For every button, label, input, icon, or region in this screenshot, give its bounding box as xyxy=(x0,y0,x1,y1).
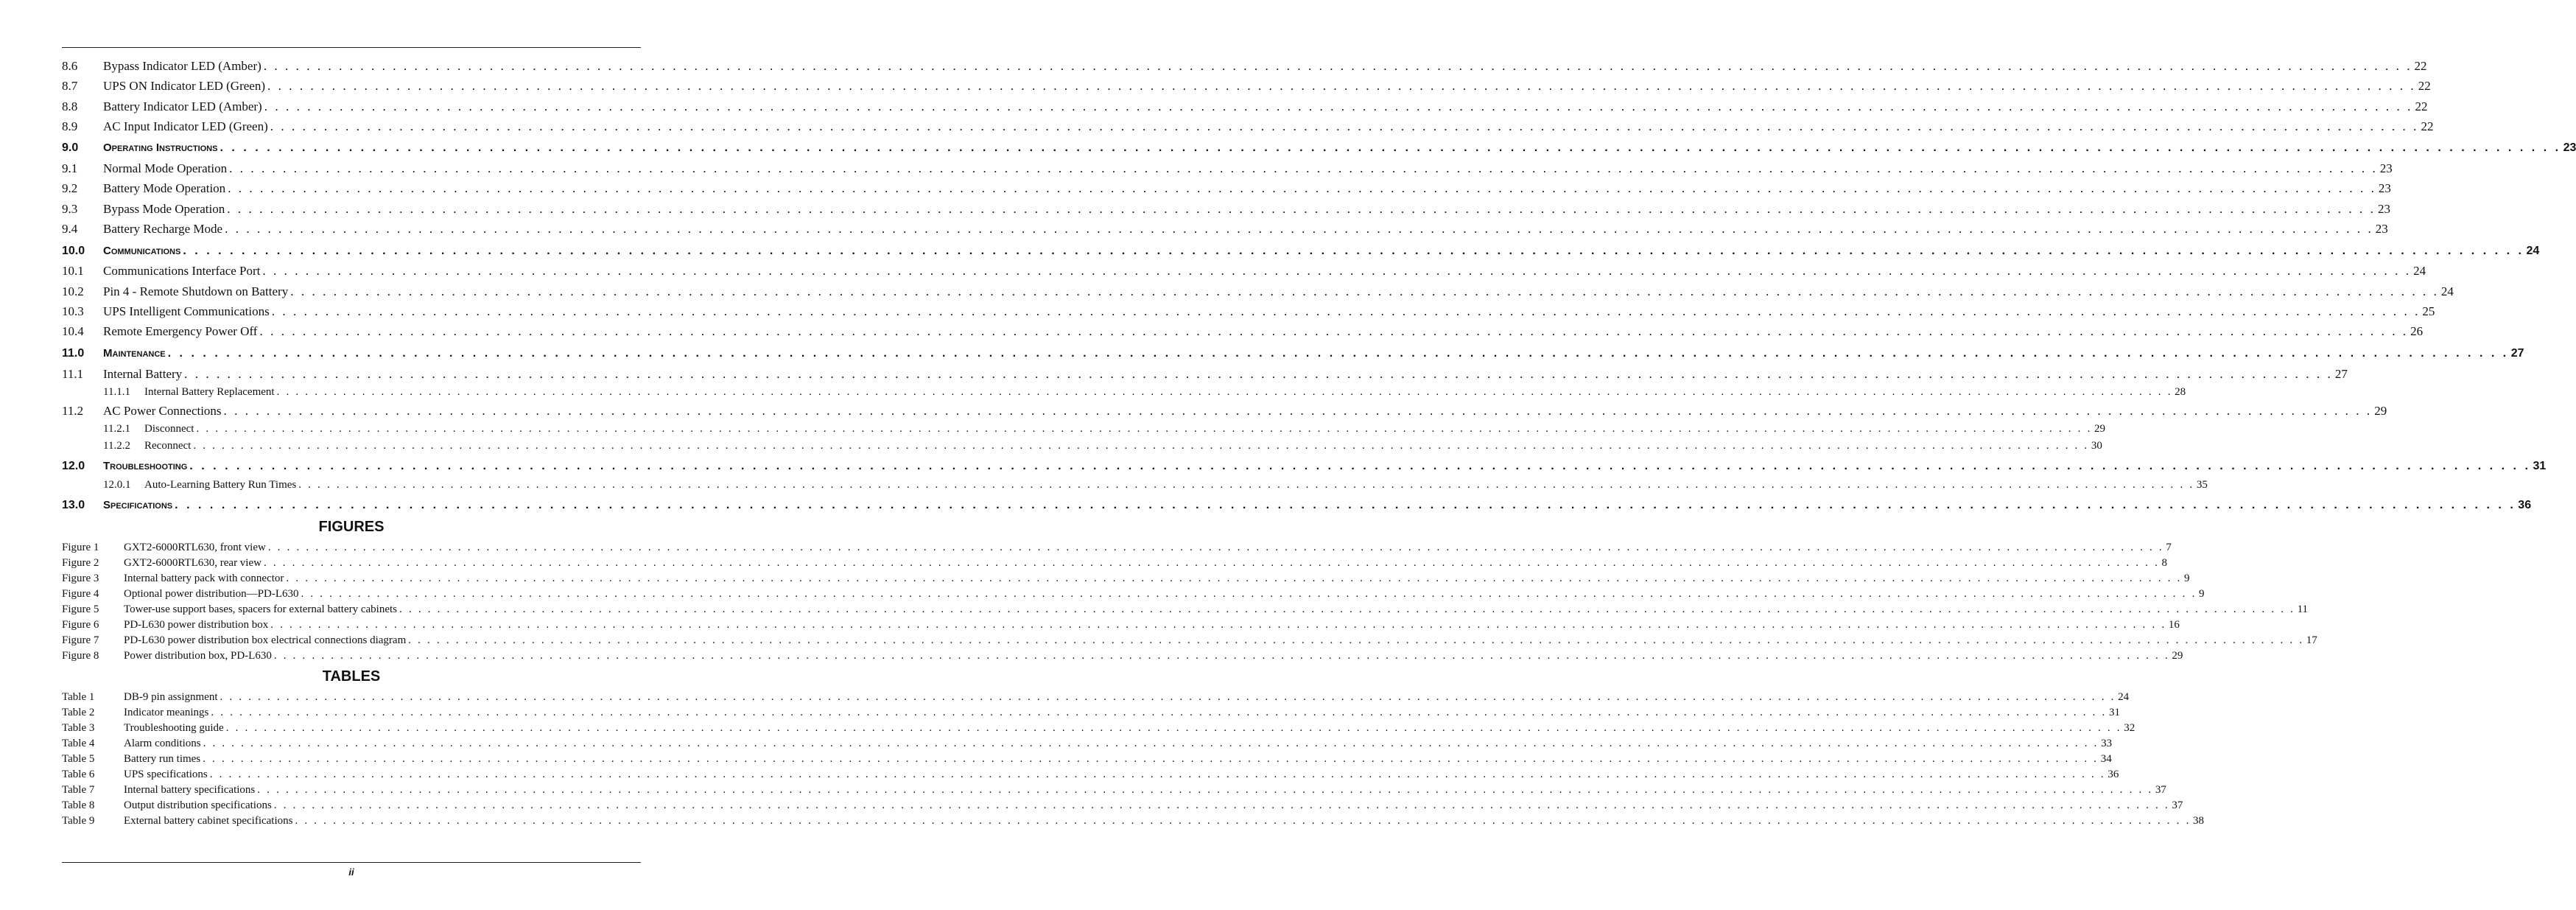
dot-leader: . . . . . . . . . . . . . . . . . . . . . . . . . . . . . . . . . . . . . . . . . . . . . . . . . . . . . . . . . . . . . . . . . . . . . . . . . . . . . . . . . . . . . . . . . . . . . . . . . . . . . . . . . . . . . . . . . . . . . . . . . . . . . . . . . . . . . . . . . . . . . . . . . . . . . . . . . . . . . . . . . . . . . . . . . . . . . . . . . . . . . . . . . . . . . . . . . . . . . . . . xyxy=(225,722,2122,734)
toc-entry[interactable] xyxy=(62,59,2427,74)
figure-entry-page: 8 xyxy=(2161,557,2168,569)
figure-entry-page: 9 xyxy=(2183,573,2190,584)
figure-entry-page: 29 xyxy=(2172,650,2183,662)
toc-entry-page: 22 xyxy=(2414,59,2427,73)
toc-entry-number: 10.4 xyxy=(62,324,84,338)
table-entry-page: 34 xyxy=(2100,753,2112,765)
toc-entry-page: 36 xyxy=(2518,499,2532,511)
toc-entry-title: Reconnect xyxy=(144,440,192,452)
toc-entry[interactable] xyxy=(62,440,2102,452)
toc-entry-title: Specifications xyxy=(103,499,173,511)
toc-entry-title: Normal Mode Operation xyxy=(103,161,228,175)
toc-entry-page: 23 xyxy=(2375,222,2388,236)
dot-leader: . . . . . . . . . . . . . . . . . . . . . . . . . . . . . . . . . . . . . . . . . . . . . . . . . . . . . . . . . . . . . . . . . . . . . . . . . . . . . . . . . . . . . . . . . . . . . . . . . . . . . . . . . . . . . . . . . . . . . . . . . . . . . . . . . . . . . . . . . . . . . . . . . . . . . . . . . . . . . . . . . . . . . . . . . . . . . . . . . . . . . . . . . . . . . . . . . . . . . . . . xyxy=(189,460,2531,472)
footer-rule xyxy=(62,862,641,863)
dot-leader: . . . . . . . . . . . . . . . . . . . . . . . . . . . . . . . . . . . . . . . . . . . . . . . . . . . . . . . . . . . . . . . . . . . . . . . . . . . . . . . . . . . . . . . . . . . . . . . . . . . . . . . . . . . . . . . . . . . . . . . . . . . . . . . . . . . . . . . . . . . . . . . . . . . . . . . . . . . . . . . . . . . . . . . . . . . . . . . . . . . . . . . . . . . . . . . . . . . . . . . . xyxy=(183,245,2524,257)
table-entry[interactable] xyxy=(62,753,2112,766)
toc-entry-number: 11.2.2 xyxy=(103,440,130,452)
figure-entry-page: 9 xyxy=(2199,588,2205,600)
toc-entry-number: 9.3 xyxy=(62,202,78,216)
toc-entry-title: UPS Intelligent Communications xyxy=(103,304,270,318)
figure-entry-number: Figure 5 xyxy=(62,603,99,615)
toc-entry[interactable] xyxy=(62,202,2390,217)
toc-entry-page: 24 xyxy=(2526,245,2540,257)
table-entry-title: DB-9 pin assignment xyxy=(124,691,218,703)
toc-entry-page: 26 xyxy=(2410,324,2424,338)
toc-entry-page: 27 xyxy=(2510,347,2524,360)
toc-entry[interactable] xyxy=(62,423,2106,435)
dot-leader: . . . . . . . . . . . . . . . . . . . . . . . . . . . . . . . . . . . . . . . . . . . . . . . . . . . . . . . . . . . . . . . . . . . . . . . . . . . . . . . . . . . . . . . . . . . . . . . . . . . . . . . . . . . . . . . . . . . . . . . . . . . . . . . . . . . . . . . . . . . . . . . . . . . . . . . . . . . . . . . . . . . . . . . . . . . . . . . . . . . . . . . . . . . . . . . . . . . . . . . . xyxy=(220,141,2561,154)
table-entry-page: 38 xyxy=(2193,815,2205,827)
dot-leader: . . . . . . . . . . . . . . . . . . . . . . . . . . . . . . . . . . . . . . . . . . . . . . . . . . . . . . . . . . . . . . . . . . . . . . . . . . . . . . . . . . . . . . . . . . . . . . . . . . . . . . . . . . . . . . . . . . . . . . . . . . . . . . . . . . . . . . . . . . . . . . . . . . . . . . . . . . . . . . . . . . . . . . . . . . . . . . . . . . . . . . . . . . . . . . . . . . . . . . . . xyxy=(290,284,2439,298)
toc-entry-page: 29 xyxy=(2374,404,2387,418)
dot-leader: . . . . . . . . . . . . . . . . . . . . . . . . . . . . . . . . . . . . . . . . . . . . . . . . . . . . . . . . . . . . . . . . . . . . . . . . . . . . . . . . . . . . . . . . . . . . . . . . . . . . . . . . . . . . . . . . . . . . . . . . . . . . . . . . . . . . . . . . . . . . . . . . . . . . . . . . . . . . . . . . . . . . . . . . . . . . . . . . . . . . . . . . . . . . . . . . . . . . . . . . xyxy=(228,181,2376,195)
figure-entry-number: Figure 7 xyxy=(62,634,99,646)
toc-entry-number: 11.2.1 xyxy=(103,423,130,435)
toc-entry-title: Troubleshooting xyxy=(103,460,188,472)
table-entry-page: 33 xyxy=(2101,738,2113,749)
figure-entry[interactable] xyxy=(62,557,2168,570)
toc-entry[interactable] xyxy=(62,161,2393,176)
dot-leader: . . . . . . . . . . . . . . . . . . . . . . . . . . . . . . . . . . . . . . . . . . . . . . . . . . . . . . . . . . . . . . . . . . . . . . . . . . . . . . . . . . . . . . . . . . . . . . . . . . . . . . . . . . . . . . . . . . . . . . . . . . . . . . . . . . . . . . . . . . . . . . . . . . . . . . . . . . . . . . . . . . . . . . . . . . . . . . . . . . . . . . . . . . . . . . . . . . . . . . . . xyxy=(211,707,2107,718)
toc-entry-number: 11.0 xyxy=(62,347,85,360)
figure-entry-title: GXT2-6000RTL630, front view xyxy=(124,542,266,553)
dot-leader: . . . . . . . . . . . . . . . . . . . . . . . . . . . . . . . . . . . . . . . . . . . . . . . . . . . . . . . . . . . . . . . . . . . . . . . . . . . . . . . . . . . . . . . . . . . . . . . . . . . . . . . . . . . . . . . . . . . . . . . . . . . . . . . . . . . . . . . . . . . . . . . . . . . . . . . . . . . . . . . . . . . . . . . . . . . . . . . . . . . . . . . . . . . . . . . . . . . . . . . . xyxy=(184,367,2333,381)
toc-entry-page: 23 xyxy=(2378,181,2391,195)
toc-entry[interactable] xyxy=(62,119,2434,134)
figure-entry-title: GXT2-6000RTL630, rear view xyxy=(124,557,262,569)
toc-entry[interactable] xyxy=(62,304,2435,319)
dot-leader: . . . . . . . . . . . . . . . . . . . . . . . . . . . . . . . . . . . . . . . . . . . . . . . . . . . . . . . . . . . . . . . . . . . . . . . . . . . . . . . . . . . . . . . . . . . . . . . . . . . . . . . . . . . . . . . . . . . . . . . . . . . . . . . . . . . . . . . . . . . . . . . . . . . . . . . . . . . . . . . . . . . . . . . . . . . . . . . . . . . . . . . . . . . . . . . . . . . . . . . . xyxy=(264,99,2413,113)
table-entry-number: Table 3 xyxy=(62,722,95,734)
table-entry-number: Table 1 xyxy=(62,691,95,703)
figure-entry-page: 16 xyxy=(2168,619,2180,631)
table-entry-title: Internal battery specifications xyxy=(124,784,256,796)
toc-entry[interactable] xyxy=(62,460,2547,473)
table-entry-title: Output distribution specifications xyxy=(124,799,272,811)
toc-entry[interactable] xyxy=(62,181,2391,196)
toc-entry-page: 22 xyxy=(2418,79,2431,93)
toc-entry-number: 8.6 xyxy=(62,59,78,73)
table-entry-title: Indicator meanings xyxy=(124,707,209,718)
figure-entry-page: 7 xyxy=(2166,542,2172,553)
dot-leader: . . . . . . . . . . . . . . . . . . . . . . . . . . . . . . . . . . . . . . . . . . . . . . . . . . . . . . . . . . . . . . . . . . . . . . . . . . . . . . . . . . . . . . . . . . . . . . . . . . . . . . . . . . . . . . . . . . . . . . . . . . . . . . . . . . . . . . . . . . . . . . . . . . . . . . . . . . . . . . . . . . . . . . . . . . . . . . . . . . . . . . . . . . . . . . . . . . . . . . . . xyxy=(257,784,2153,796)
figure-entry-title: Power distribution box, PD-L630 xyxy=(124,650,272,662)
figure-entry-number: Figure 6 xyxy=(62,619,99,631)
toc-entry-number: 9.1 xyxy=(62,161,78,175)
table-entry[interactable] xyxy=(62,784,2166,797)
toc-entry-number: 11.2 xyxy=(62,404,84,418)
figure-entry-number: Figure 2 xyxy=(62,557,99,569)
figure-entry-number: Figure 3 xyxy=(62,573,99,584)
dot-leader: . . . . . . . . . . . . . . . . . . . . . . . . . . . . . . . . . . . . . . . . . . . . . . . . . . . . . . . . . . . . . . . . . . . . . . . . . . . . . . . . . . . . . . . . . . . . . . . . . . . . . . . . . . . . . . . . . . . . . . . . . . . . . . . . . . . . . . . . . . . . . . . . . . . . . . . . . . . . . . . . . . . . . . . . . . . . . . . . . . . . . . . . . . . . . . . . . . . . . . . . xyxy=(225,222,2373,236)
toc-entry-number: 10.3 xyxy=(62,304,84,318)
toc-entry-number: 11.1.1 xyxy=(103,386,130,398)
toc-entry-title: Disconnect xyxy=(144,423,194,435)
table-entry-page: 36 xyxy=(2108,769,2119,780)
figure-entry-number: Figure 1 xyxy=(62,542,99,553)
toc-entry-title: AC Power Connections xyxy=(103,404,222,418)
table-entry-page: 31 xyxy=(2108,707,2120,718)
figure-entry-number: Figure 8 xyxy=(62,650,99,662)
header-rule xyxy=(62,47,641,48)
table-entry-number: Table 8 xyxy=(62,799,95,811)
dot-leader: . . . . . . . . . . . . . . . . . . . . . . . . . . . . . . . . . . . . . . . . . . . . . . . . . . . . . . . . . . . . . . . . . . . . . . . . . . . . . . . . . . . . . . . . . . . . . . . . . . . . . . . . . . . . . . . . . . . . . . . . . . . . . . . . . . . . . . . . . . . . . . . . . . . . . . . . . . . . . . . . . . . . . . . . . . . . . . . . . . . . . . . . . . . . . . . . . . . . . . . . xyxy=(196,423,2093,435)
tables-heading: TABLES xyxy=(322,668,381,685)
figure-entry[interactable] xyxy=(62,619,2180,631)
toc-entry-page: 23 xyxy=(2377,202,2390,216)
toc-entry-page: 27 xyxy=(2334,367,2348,381)
dot-leader: . . . . . . . . . . . . . . . . . . . . . . . . . . . . . . . . . . . . . . . . . . . . . . . . . . . . . . . . . . . . . . . . . . . . . . . . . . . . . . . . . . . . . . . . . . . . . . . . . . . . . . . . . . . . . . . . . . . . . . . . . . . . . . . . . . . . . . . . . . . . . . . . . . . . . . . . . . . . . . . . . . . . . . . . . . . . . . . . . . . . . . . . . . . . . . . . . . . . . . . . xyxy=(263,59,2412,73)
toc-entry-number: 13.0 xyxy=(62,499,85,511)
dot-leader: . . . . . . . . . . . . . . . . . . . . . . . . . . . . . . . . . . . . . . . . . . . . . . . . . . . . . . . . . . . . . . . . . . . . . . . . . . . . . . . . . . . . . . . . . . . . . . . . . . . . . . . . . . . . . . . . . . . . . . . . . . . . . . . . . . . . . . . . . . . . . . . . . . . . . . . . . . . . . . . . . . . . . . . . . . . . . . . . . . . . . . . . . . . . . . . . . . . . . . . . xyxy=(175,499,2516,511)
toc-entry[interactable] xyxy=(62,324,2424,339)
table-entry-page: 37 xyxy=(2155,784,2166,796)
dot-leader: . . . . . . . . . . . . . . . . . . . . . . . . . . . . . . . . . . . . . . . . . . . . . . . . . . . . . . . . . . . . . . . . . . . . . . . . . . . . . . . . . . . . . . . . . . . . . . . . . . . . . . . . . . . . . . . . . . . . . . . . . . . . . . . . . . . . . . . . . . . . . . . . . . . . . . . . . . . . . . . . . . . . . . . . . . . . . . . . . . . . . . . . . . . . . . . . . . . . . . . . xyxy=(273,799,2170,811)
toc-entry-title: Bypass Mode Operation xyxy=(103,202,225,216)
table-entry[interactable] xyxy=(62,722,2135,735)
dot-leader: . . . . . . . . . . . . . . . . . . . . . . . . . . . . . . . . . . . . . . . . . . . . . . . . . . . . . . . . . . . . . . . . . . . . . . . . . . . . . . . . . . . . . . . . . . . . . . . . . . . . . . . . . . . . . . . . . . . . . . . . . . . . . . . . . . . . . . . . . . . . . . . . . . . . . . . . . . . . . . . . . . . . . . . . . . . . . . . . . . . . . . . . . . . . . . . . . . . . . . . . xyxy=(227,202,2376,216)
toc-entry-title: Battery Mode Operation xyxy=(103,181,226,195)
toc-entry-number: 9.2 xyxy=(62,181,78,195)
table-entry-title: External battery cabinet specifications xyxy=(124,815,293,827)
table-entry[interactable] xyxy=(62,799,2183,812)
page-number: ii xyxy=(348,867,354,878)
table-entry-number: Table 4 xyxy=(62,738,95,749)
table-entry-number: Table 7 xyxy=(62,784,95,796)
table-entry-title: Alarm conditions xyxy=(124,738,201,749)
toc-entry[interactable] xyxy=(62,222,2388,237)
figure-entry-title: PD-L630 power distribution box electrical connections diagram xyxy=(124,634,407,646)
dot-leader: . . . . . . . . . . . . . . . . . . . . . . . . . . . . . . . . . . . . . . . . . . . . . . . . . . . . . . . . . . . . . . . . . . . . . . . . . . . . . . . . . . . . . . . . . . . . . . . . . . . . . . . . . . . . . . . . . . . . . . . . . . . . . . . . . . . . . . . . . . . . . . . . . . . . . . . . . . . . . . . . . . . . . . . . . . . . . . . . . . . . . . . . . . . . . . . . . . . . . . . . xyxy=(276,386,2173,398)
figure-entry[interactable] xyxy=(62,603,2309,616)
toc-entry[interactable] xyxy=(62,245,2540,258)
dot-leader: . . . . . . . . . . . . . . . . . . . . . . . . . . . . . . . . . . . . . . . . . . . . . . . . . . . . . . . . . . . . . . . . . . . . . . . . . . . . . . . . . . . . . . . . . . . . . . . . . . . . . . . . . . . . . . . . . . . . . . . . . . . . . . . . . . . . . . . . . . . . . . . . . . . . . . . . . . . . . . . . . . . . . . . . . . . . . . . . . . . . . . . . . . . . . . . . . . . . . . . . xyxy=(408,634,2304,646)
toc-entry-page: 23 xyxy=(2379,161,2393,175)
dot-leader: . . . . . . . . . . . . . . . . . . . . . . . . . . . . . . . . . . . . . . . . . . . . . . . . . . . . . . . . . . . . . . . . . . . . . . . . . . . . . . . . . . . . . . . . . . . . . . . . . . . . . . . . . . . . . . . . . . . . . . . . . . . . . . . . . . . . . . . . . . . . . . . . . . . . . . . . . . . . . . . . . . . . . . . . . . . . . . . . . . . . . . . . . . . . . . . . . . . . . . . . xyxy=(259,324,2409,338)
toc-entry[interactable] xyxy=(62,79,2431,94)
table-entry-number: Table 6 xyxy=(62,769,95,780)
figure-entry[interactable] xyxy=(62,542,2172,554)
figure-entry[interactable] xyxy=(62,650,2183,662)
toc-entry-title: Bypass Indicator LED (Amber) xyxy=(103,59,262,73)
toc-entry-page: 31 xyxy=(2533,460,2547,472)
toc-entry-page: 28 xyxy=(2175,386,2186,398)
toc-entry[interactable] xyxy=(62,141,2576,155)
toc-entry[interactable] xyxy=(62,347,2524,360)
toc-entry-page: 23 xyxy=(2563,141,2576,154)
table-entry-number: Table 5 xyxy=(62,753,95,765)
table-entry[interactable] xyxy=(62,815,2205,827)
toc-entry-title: Communications Interface Port xyxy=(103,264,261,278)
dot-leader: . . . . . . . . . . . . . . . . . . . . . . . . . . . . . . . . . . . . . . . . . . . . . . . . . . . . . . . . . . . . . . . . . . . . . . . . . . . . . . . . . . . . . . . . . . . . . . . . . . . . . . . . . . . . . . . . . . . . . . . . . . . . . . . . . . . . . . . . . . . . . . . . . . . . . . . . . . . . . . . . . . . . . . . . . . . . . . . . . . . . . . . . . . . . . . . . . . . . . . . . xyxy=(229,161,2378,175)
toc-entry-page: 30 xyxy=(2091,440,2102,452)
figure-entry-page: 17 xyxy=(2306,634,2317,646)
figure-entry-number: Figure 4 xyxy=(62,588,99,600)
table-entry-page: 37 xyxy=(2172,799,2183,811)
dot-leader: . . . . . . . . . . . . . . . . . . . . . . . . . . . . . . . . . . . . . . . . . . . . . . . . . . . . . . . . . . . . . . . . . . . . . . . . . . . . . . . . . . . . . . . . . . . . . . . . . . . . . . . . . . . . . . . . . . . . . . . . . . . . . . . . . . . . . . . . . . . . . . . . . . . . . . . . . . . . . . . . . . . . . . . . . . . . . . . . . . . . . . . . . . . . . . . . . . . . . . . . xyxy=(399,603,2295,615)
toc-entry-title: Remote Emergency Power Off xyxy=(103,324,258,338)
table-entry-title: Troubleshooting guide xyxy=(124,722,224,734)
table-entry-title: UPS specifications xyxy=(124,769,208,780)
toc-entry-number: 8.7 xyxy=(62,79,78,93)
toc-entry-page: 22 xyxy=(2415,99,2428,113)
table-entry[interactable] xyxy=(62,738,2113,750)
dot-leader: . . . . . . . . . . . . . . . . . . . . . . . . . . . . . . . . . . . . . . . . . . . . . . . . . . . . . . . . . . . . . . . . . . . . . . . . . . . . . . . . . . . . . . . . . . . . . . . . . . . . . . . . . . . . . . . . . . . . . . . . . . . . . . . . . . . . . . . . . . . . . . . . . . . . . . . . . . . . . . . . . . . . . . . . . . . . . . . . . . . . . . . . . . . . . . . . . . . . . . . . xyxy=(220,691,2116,703)
table-entry-title: Battery run times xyxy=(124,753,201,765)
toc-entry-number: 12.0.1 xyxy=(103,479,131,491)
toc-entry-title: UPS ON Indicator LED (Green) xyxy=(103,79,265,93)
toc-entry-title: Maintenance xyxy=(103,347,166,360)
dot-leader: . . . . . . . . . . . . . . . . . . . . . . . . . . . . . . . . . . . . . . . . . . . . . . . . . . . . . . . . . . . . . . . . . . . . . . . . . . . . . . . . . . . . . . . . . . . . . . . . . . . . . . . . . . . . . . . . . . . . . . . . . . . . . . . . . . . . . . . . . . . . . . . . . . . . . . . . . . . . . . . . . . . . . . . . . . . . . . . . . . . . . . . . . . . . . . . . . . . . . . . . xyxy=(271,304,2421,318)
toc-entry[interactable] xyxy=(62,479,2208,491)
figure-entry[interactable] xyxy=(62,588,2205,601)
table-entry[interactable] xyxy=(62,691,2130,704)
toc-entry-number: 9.4 xyxy=(62,222,78,236)
toc-entry-page: 29 xyxy=(2094,423,2106,435)
figure-entry[interactable] xyxy=(62,634,2317,647)
dot-leader: . . . . . . . . . . . . . . . . . . . . . . . . . . . . . . . . . . . . . . . . . . . . . . . . . . . . . . . . . . . . . . . . . . . . . . . . . . . . . . . . . . . . . . . . . . . . . . . . . . . . . . . . . . . . . . . . . . . . . . . . . . . . . . . . . . . . . . . . . . . . . . . . . . . . . . . . . . . . . . . . . . . . . . . . . . . . . . . . . . . . . . . . . . . . . . . . . . . . . . . . xyxy=(273,650,2170,662)
figure-entry-title: Internal battery pack with connector xyxy=(124,573,284,584)
toc-entry-page: 35 xyxy=(2196,479,2208,491)
toc-entry-number: 9.0 xyxy=(62,141,79,154)
dot-leader: . . . . . . . . . . . . . . . . . . . . . . . . . . . . . . . . . . . . . . . . . . . . . . . . . . . . . . . . . . . . . . . . . . . . . . . . . . . . . . . . . . . . . . . . . . . . . . . . . . . . . . . . . . . . . . . . . . . . . . . . . . . . . . . . . . . . . . . . . . . . . . . . . . . . . . . . . . . . . . . . . . . . . . . . . . . . . . . . . . . . . . . . . . . . . . . . . . . . . . . . xyxy=(267,542,2164,553)
toc-entry-title: Communications xyxy=(103,245,181,257)
toc-entry-title: Battery Recharge Mode xyxy=(103,222,223,236)
toc-entry-number: 10.1 xyxy=(62,264,84,278)
dot-leader: . . . . . . . . . . . . . . . . . . . . . . . . . . . . . . . . . . . . . . . . . . . . . . . . . . . . . . . . . . . . . . . . . . . . . . . . . . . . . . . . . . . . . . . . . . . . . . . . . . . . . . . . . . . . . . . . . . . . . . . . . . . . . . . . . . . . . . . . . . . . . . . . . . . . . . . . . . . . . . . . . . . . . . . . . . . . . . . . . . . . . . . . . . . . . . . . . . . . . . . . xyxy=(262,264,2412,278)
figures-heading: FIGURES xyxy=(318,519,385,535)
dot-leader: . . . . . . . . . . . . . . . . . . . . . . . . . . . . . . . . . . . . . . . . . . . . . . . . . . . . . . . . . . . . . . . . . . . . . . . . . . . . . . . . . . . . . . . . . . . . . . . . . . . . . . . . . . . . . . . . . . . . . . . . . . . . . . . . . . . . . . . . . . . . . . . . . . . . . . . . . . . . . . . . . . . . . . . . . . . . . . . . . . . . . . . . . . . . . . . . . . . . . . . . xyxy=(203,753,2099,765)
dot-leader: . . . . . . . . . . . . . . . . . . . . . . . . . . . . . . . . . . . . . . . . . . . . . . . . . . . . . . . . . . . . . . . . . . . . . . . . . . . . . . . . . . . . . . . . . . . . . . . . . . . . . . . . . . . . . . . . . . . . . . . . . . . . . . . . . . . . . . . . . . . . . . . . . . . . . . . . . . . . . . . . . . . . . . . . . . . . . . . . . . . . . . . . . . . . . . . . . . . . . . . . xyxy=(270,619,2166,631)
toc-entry[interactable] xyxy=(62,386,2186,399)
toc-entry-title: Internal Battery xyxy=(103,367,183,381)
table-entry[interactable] xyxy=(62,707,2120,719)
dot-leader: . . . . . . . . . . . . . . . . . . . . . . . . . . . . . . . . . . . . . . . . . . . . . . . . . . . . . . . . . . . . . . . . . . . . . . . . . . . . . . . . . . . . . . . . . . . . . . . . . . . . . . . . . . . . . . . . . . . . . . . . . . . . . . . . . . . . . . . . . . . . . . . . . . . . . . . . . . . . . . . . . . . . . . . . . . . . . . . . . . . . . . . . . . . . . . . . . . . . . . . . xyxy=(167,347,2509,360)
toc-entry-page: 24 xyxy=(2413,264,2426,278)
table-entry-number: Table 9 xyxy=(62,815,95,827)
toc-entry-number: 12.0 xyxy=(62,460,85,472)
toc-entry-title: Pin 4 - Remote Shutdown on Battery xyxy=(103,284,289,298)
toc-entry[interactable] xyxy=(62,404,2387,419)
toc-entry[interactable] xyxy=(62,264,2426,279)
toc-entry-page: 25 xyxy=(2422,304,2435,318)
dot-leader: . . . . . . . . . . . . . . . . . . . . . . . . . . . . . . . . . . . . . . . . . . . . . . . . . . . . . . . . . . . . . . . . . . . . . . . . . . . . . . . . . . . . . . . . . . . . . . . . . . . . . . . . . . . . . . . . . . . . . . . . . . . . . . . . . . . . . . . . . . . . . . . . . . . . . . . . . . . . . . . . . . . . . . . . . . . . . . . . . . . . . . . . . . . . . . . . . . . . . . . . xyxy=(223,404,2373,418)
toc-entry-number: 10.2 xyxy=(62,284,84,298)
figure-entry-title: Optional power distribution—PD-L630 xyxy=(124,588,299,600)
toc-entry[interactable] xyxy=(62,367,2348,382)
figure-entry-page: 11 xyxy=(2297,603,2309,615)
toc-entry-number: 11.1 xyxy=(62,367,84,381)
toc-entry-title: Battery Indicator LED (Amber) xyxy=(103,99,262,113)
dot-leader: . . . . . . . . . . . . . . . . . . . . . . . . . . . . . . . . . . . . . . . . . . . . . . . . . . . . . . . . . . . . . . . . . . . . . . . . . . . . . . . . . . . . . . . . . . . . . . . . . . . . . . . . . . . . . . . . . . . . . . . . . . . . . . . . . . . . . . . . . . . . . . . . . . . . . . . . . . . . . . . . . . . . . . . . . . . . . . . . . . . . . . . . . . . . . . . . . . . . . . . . xyxy=(203,738,2099,749)
toc-entry-title: Operating Instructions xyxy=(103,141,218,154)
toc-entry-number: 8.9 xyxy=(62,119,78,133)
toc-entry[interactable] xyxy=(62,284,2454,299)
dot-leader: . . . . . . . . . . . . . . . . . . . . . . . . . . . . . . . . . . . . . . . . . . . . . . . . . . . . . . . . . . . . . . . . . . . . . . . . . . . . . . . . . . . . . . . . . . . . . . . . . . . . . . . . . . . . . . . . . . . . . . . . . . . . . . . . . . . . . . . . . . . . . . . . . . . . . . . . . . . . . . . . . . . . . . . . . . . . . . . . . . . . . . . . . . . . . . . . . . . . . . . . xyxy=(286,573,2182,584)
dot-leader: . . . . . . . . . . . . . . . . . . . . . . . . . . . . . . . . . . . . . . . . . . . . . . . . . . . . . . . . . . . . . . . . . . . . . . . . . . . . . . . . . . . . . . . . . . . . . . . . . . . . . . . . . . . . . . . . . . . . . . . . . . . . . . . . . . . . . . . . . . . . . . . . . . . . . . . . . . . . . . . . . . . . . . . . . . . . . . . . . . . . . . . . . . . . . . . . . . . . . . . . xyxy=(301,588,2197,600)
toc-entry-title: AC Input Indicator LED (Green) xyxy=(103,119,268,133)
table-entry-page: 32 xyxy=(2124,722,2135,734)
figure-entry-title: PD-L630 power distribution box xyxy=(124,619,269,631)
table-entry-page: 24 xyxy=(2118,691,2130,703)
dot-leader: . . . . . . . . . . . . . . . . . . . . . . . . . . . . . . . . . . . . . . . . . . . . . . . . . . . . . . . . . . . . . . . . . . . . . . . . . . . . . . . . . . . . . . . . . . . . . . . . . . . . . . . . . . . . . . . . . . . . . . . . . . . . . . . . . . . . . . . . . . . . . . . . . . . . . . . . . . . . . . . . . . . . . . . . . . . . . . . . . . . . . . . . . . . . . . . . . . . . . . . . xyxy=(298,479,2194,491)
toc-entry-number: 10.0 xyxy=(62,245,85,257)
dot-leader: . . . . . . . . . . . . . . . . . . . . . . . . . . . . . . . . . . . . . . . . . . . . . . . . . . . . . . . . . . . . . . . . . . . . . . . . . . . . . . . . . . . . . . . . . . . . . . . . . . . . . . . . . . . . . . . . . . . . . . . . . . . . . . . . . . . . . . . . . . . . . . . . . . . . . . . . . . . . . . . . . . . . . . . . . . . . . . . . . . . . . . . . . . . . . . . . . . . . . . . . xyxy=(209,769,2106,780)
dot-leader: . . . . . . . . . . . . . . . . . . . . . . . . . . . . . . . . . . . . . . . . . . . . . . . . . . . . . . . . . . . . . . . . . . . . . . . . . . . . . . . . . . . . . . . . . . . . . . . . . . . . . . . . . . . . . . . . . . . . . . . . . . . . . . . . . . . . . . . . . . . . . . . . . . . . . . . . . . . . . . . . . . . . . . . . . . . . . . . . . . . . . . . . . . . . . . . . . . . . . . . . xyxy=(263,557,2160,569)
table-entry[interactable] xyxy=(62,769,2119,781)
toc-entry[interactable] xyxy=(62,499,2532,512)
figure-entry[interactable] xyxy=(62,573,2190,585)
toc-entry-title: Auto-Learning Battery Run Times xyxy=(144,479,297,491)
toc-entry-title: Internal Battery Replacement xyxy=(144,386,275,398)
figure-entry-title: Tower-use support bases, spacers for external battery cabinets xyxy=(124,603,398,615)
toc-entry-page: 24 xyxy=(2440,284,2454,298)
dot-leader: . . . . . . . . . . . . . . . . . . . . . . . . . . . . . . . . . . . . . . . . . . . . . . . . . . . . . . . . . . . . . . . . . . . . . . . . . . . . . . . . . . . . . . . . . . . . . . . . . . . . . . . . . . . . . . . . . . . . . . . . . . . . . . . . . . . . . . . . . . . . . . . . . . . . . . . . . . . . . . . . . . . . . . . . . . . . . . . . . . . . . . . . . . . . . . . . . . . . . . . . xyxy=(267,79,2416,93)
dot-leader: . . . . . . . . . . . . . . . . . . . . . . . . . . . . . . . . . . . . . . . . . . . . . . . . . . . . . . . . . . . . . . . . . . . . . . . . . . . . . . . . . . . . . . . . . . . . . . . . . . . . . . . . . . . . . . . . . . . . . . . . . . . . . . . . . . . . . . . . . . . . . . . . . . . . . . . . . . . . . . . . . . . . . . . . . . . . . . . . . . . . . . . . . . . . . . . . . . . . . . . . xyxy=(193,440,2089,452)
table-entry-number: Table 2 xyxy=(62,707,95,718)
toc-entry-page: 22 xyxy=(2421,119,2434,133)
toc-entry[interactable] xyxy=(62,99,2428,114)
dot-leader: . . . . . . . . . . . . . . . . . . . . . . . . . . . . . . . . . . . . . . . . . . . . . . . . . . . . . . . . . . . . . . . . . . . . . . . . . . . . . . . . . . . . . . . . . . . . . . . . . . . . . . . . . . . . . . . . . . . . . . . . . . . . . . . . . . . . . . . . . . . . . . . . . . . . . . . . . . . . . . . . . . . . . . . . . . . . . . . . . . . . . . . . . . . . . . . . . . . . . . . . xyxy=(270,119,2419,133)
dot-leader: . . . . . . . . . . . . . . . . . . . . . . . . . . . . . . . . . . . . . . . . . . . . . . . . . . . . . . . . . . . . . . . . . . . . . . . . . . . . . . . . . . . . . . . . . . . . . . . . . . . . . . . . . . . . . . . . . . . . . . . . . . . . . . . . . . . . . . . . . . . . . . . . . . . . . . . . . . . . . . . . . . . . . . . . . . . . . . . . . . . . . . . . . . . . . . . . . . . . . . . . xyxy=(295,815,2191,827)
toc-entry-number: 8.8 xyxy=(62,99,78,113)
